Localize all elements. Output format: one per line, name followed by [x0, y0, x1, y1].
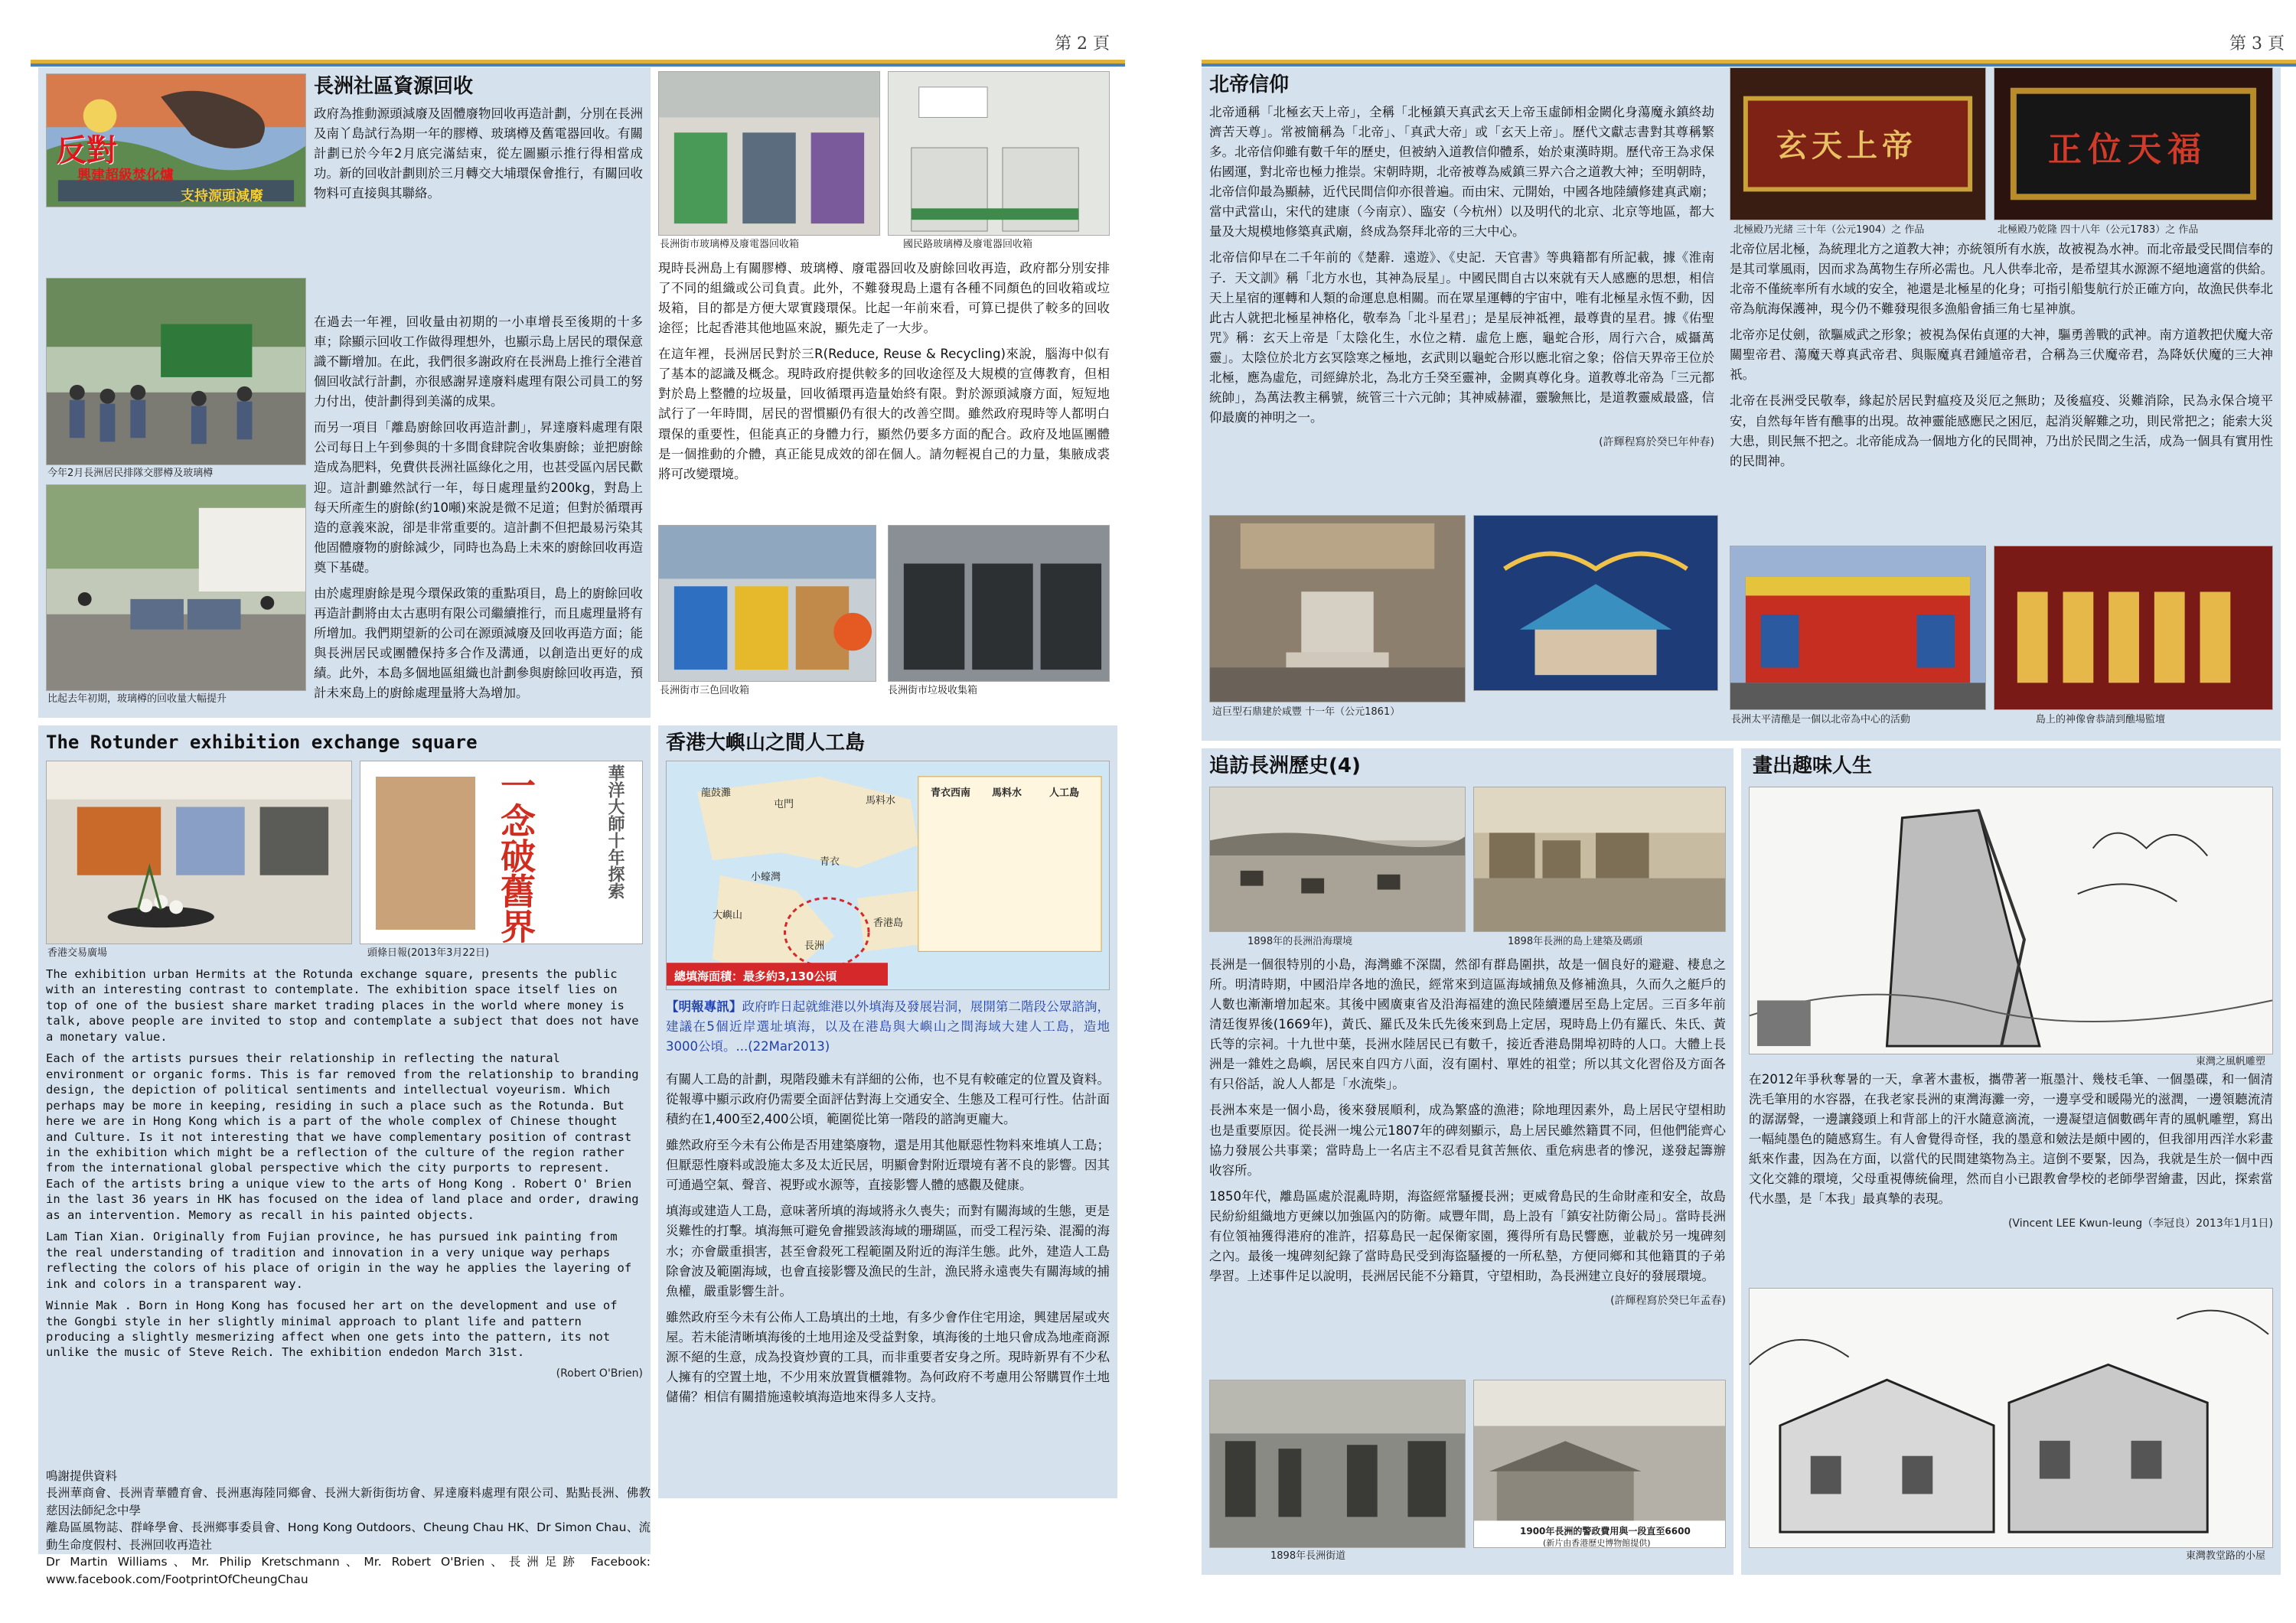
clip-headline: 一念破舊界 — [495, 768, 536, 943]
history-photo-3 — [1209, 1380, 1466, 1548]
recycle-right-para-1: 現時長洲島上有關膠樽、玻璃樽、廢電器回收及廚餘回收再造，政府都分別安排了不同的組織或公司負責。此外，不難發現島上還有各種不同顏色的回收箱或垃圾箱，目的都是方便大眾實踐環保。比起一年前來看，可算已提供了較多的回收途徑；比起香港其他地區來說，顯先走了一大步。 — [658, 261, 1110, 336]
history-photo-2 — [1473, 787, 1726, 932]
bins-photo-1 — [658, 71, 880, 236]
poster-line2: 興建超級焚化爐 — [77, 168, 174, 184]
newspaper-clip — [360, 761, 643, 944]
page-gutter — [1125, 0, 1171, 1623]
paktai-right-para-2: 北帝亦足仗劍，欲驅威武之形象；被視為保佑貞運的大神，驅勇善戰的武神。南方道教把伏魔大帝關聖帝君、蕩魔天尊真武帝君、與賑魔真君鍾馗帝君，合稱為三伏魔帝君，為降妖伏魔的三大神祇。 — [1730, 328, 2273, 383]
recycle-body — [314, 312, 643, 709]
thanks-title: 鳴謝提供資料 — [46, 1469, 118, 1483]
paktai-section — [1202, 67, 2281, 741]
recycle-right-para-2: 在這年裡，長洲居民對於三R(Reduce, Reuse & Recycling)來說，腦海中似有了基本的認識及概念。現時政府提供較多的回收途徑及大規模的宣傳教育，但相對於島上整體的垃圾量，回收循環再造量始終有限。對於源頭減廢方面，短短地試行了一年時間，居民的習慣顯仍有很大的改善空間。雖然政府現時等人都明白環保的重要性，但能真正的身體力行，顯然仍要多方面的配合。政府及地區團體是一個推動的介體，真正能見成效的卻在個人。請勿輕視自己的力量，集腋成裘將可改變環境。 — [658, 347, 1110, 481]
rotunda-para-4: Winnie Mak . Born in Hong Kong has focused her art on the development and use of the Gongbi style in her slightly minimal approach to plant life and pattern producing a slightly mesmerizing affect when one gets into the pattern, its not unlike the music of Steve Reich. The exhibition endedon March 31st. — [46, 1299, 618, 1360]
paktai-signature: (許輝程寫於癸巳年仲春) — [1599, 436, 1714, 448]
history-title: 追訪長洲歷史(4) — [1209, 754, 1361, 777]
caption-history-4: 1900年長洲的警政費用與一段直至6600 — [1520, 1526, 1691, 1537]
clip-small: 華洋大師十年探索 — [605, 764, 625, 899]
map-header-2: 人工島 — [1049, 787, 1080, 799]
sail-sculpture-sketch — [1749, 787, 2273, 1054]
colour-bins-photo — [658, 525, 876, 682]
caption-history-3: 1898年長洲街道 — [1270, 1550, 1346, 1562]
map-label-1: 屯門 — [774, 799, 794, 810]
map-header-1: 馬料水 — [992, 787, 1022, 799]
plaque-1-text: 玄天上帝 — [1776, 128, 1917, 164]
caption-bins1: 長洲街市玻璃樽及廢電器回收箱 — [660, 239, 800, 250]
rotunda-section — [38, 725, 651, 1586]
island-news — [666, 997, 1110, 1057]
history-photo-4 — [1473, 1380, 1726, 1548]
caption-tripod: 這巨型石鼎建於咸豐 十一年（公元1861） — [1212, 706, 1401, 718]
island-para-3: 填海或建造人工島，意味著所填的海域將永久喪失；而對有關海域的生態，更是災難性的打擊。填海無可避免會摧毀該海域的珊瑚區，而受工程污染、混濁的海水；亦會嚴重損害，甚至會殺死工程範圍及附近的海洋生態。此外，建造人工島除會波及範圍海域，也會直接影響及漁民的生計，漁民將永遠喪失有關海域的捕魚權，嚴重影響生計。 — [666, 1204, 1110, 1299]
plaque-2-text: 正位天福 — [2048, 130, 2207, 169]
map-label-7: 香港島 — [873, 917, 904, 929]
paktai-title: 北帝信仰 — [1209, 73, 1290, 96]
trucks-photo — [46, 484, 306, 691]
history-signature: (許輝程寫於癸巳年孟春) — [1610, 1295, 1726, 1307]
island-para-2: 雖然政府至今未有公佈是否用建築廢物，還是用其他厭惡性物料來堆填人工島；但厭惡性廢料或設施太多及太近民居，明顯會對附近環境有著不良的影響。因其可通過空氣、聲音、視野或水源等，直接影響人體的感觀及健康。 — [666, 1138, 1110, 1193]
caption-history-2: 1898年長洲的島上建築及碼頭 — [1508, 936, 1643, 947]
plaque-1-photo — [1730, 67, 1986, 220]
painting-body — [1749, 1070, 2273, 1233]
caption-crowd: 今年2月長洲居民排隊交膠樽及玻璃樽 — [47, 468, 214, 479]
recycle-para-4: 由於處理廚餘是現今環保政策的重點項目，島上的廚餘回收再造計劃將由太古惠明有限公司繼續推行，而且處理量將有所增加。我們期望新的公司在源頭減廢及回收再造方面；能與長洲居民或團體保持多合作及溝通，以創造出更好的成績。此外，本島多個地區組織也計劃參與廚餘回收再造，預計未來島上的廚餘處理量將大為增加。 — [314, 585, 643, 701]
caption-history-1: 1898年的長洲沿海環境 — [1247, 936, 1353, 947]
header-rule-blue — [1202, 64, 2296, 67]
caption-garbage: 長洲街市垃圾收集箱 — [888, 685, 978, 696]
recycle-para-1: 政府為推動源頭減廢及固體廢物回收再造計劃，分別在長洲及南丫島試行為期一年的膠樽、玻璃樽及舊電器回收。有關計劃已於今年2月底完滿結束，從左圖顯示推行得相當成功。新的回收計劃則於三月轉交大埔環保會推行，有關回收物料可直接與其聯絡。 — [314, 106, 643, 201]
map-header-0: 青衣西南 — [931, 787, 971, 799]
thanks — [46, 1468, 651, 1588]
caption-trucks: 比起去年初期，玻璃樽的回收量大幅提升 — [47, 693, 227, 705]
painting-para: 在2012年爭秋奪暑的一天，拿著木畫板，攜帶著一瓶墨汁、幾枝毛筆、一個墨碟，和一個清洗毛筆用的水容器，在我老家長洲的東灣海灘一旁，一邊享受和暖陽光的滋潤，一邊領聽流清的潺潺聲，一邊讓錢頭上和背部上的汗水隨意滴流，一邊凝望這個數碼年青的風帆雕塑，寫出一幅純墨色的隨感寫生。有人會覺得奇怪，我的墨意和皴法是頗中國的，但我卻用西洋水彩畫紙來作畫，因為在方面，以當代的民間建築物為主。這倒不要緊，因為，我就是生於一個中西文化交雜的環境，父母重視傳統倫理，然而自小已跟教會學校的老師學習繪畫，因此，探索當代水墨，是「本我」最真摯的表現。 — [1749, 1072, 2273, 1207]
anti-incinerator-poster — [46, 73, 306, 207]
page-3 — [1171, 0, 2296, 1623]
paktai-para-2: 北帝信仰早在二千年前的《楚辭．遠遊》、《史記．天官書》等典籍都有所記載，據《淮南子．天文訓》稱「北方水也，其神為辰星」。中國民間自古以來就有天人感應的思想，相信天上星宿的運轉和人類的命運息息相關。而在眾星運轉的宇宙中，唯有北極星永恆不動，因此古人就把北極星神格化，敬奉為「北斗星君」；是星辰神祗裡，最尊貴的星君。據《佑聖咒》稱：玄天上帝是「太陰化生，水位之精．虛危上應，龜蛇合形，周行六合，威攝萬靈」。太陰位於北方玄冥陰寒之極地，玄武則以龜蛇合形以應北宿之象；俗信天界帝王位於北極，應為虛危，司經緯於北，為北方壬癸至靈神，金闕真尊化身。道教尊北帝為「三元都統帥」，為萬法教主稱號，統管三十六元帥；其神威赫濯，靈驗無比，是道教靈威最盛，信仰最廣的神明之一。 — [1209, 250, 1714, 425]
paktai-right-para-1: 北帝位居北極，為統理北方之道教大神；亦統領所有水族，故被視為水神。而北帝最受民間信奉的是其司掌風雨，因而求為萬物生存所必需也。凡人供奉北帝，是希望其水源源不絕地適當的供給。北帝不僅統率所有水域的安全，祂還是北極星的化身；可指引船隻航行於正確方向，故漁民供奉北帝為航海保護神，現今仍不難發現很多漁船會插三角七星神旗。 — [1730, 242, 2273, 317]
map-label-5: 大嶼山 — [713, 910, 743, 921]
rotunda-title: The Rotunder exhibition exchange square — [46, 732, 478, 753]
caption-exchange-square: 香港交易廣場 — [47, 947, 108, 959]
map-area-total: 總填海面積：最多約3,130公頃 — [674, 970, 837, 983]
history-photo-1 — [1209, 787, 1466, 932]
rotunda-body — [46, 966, 643, 1380]
header-rule-blue — [31, 64, 1125, 67]
news-text: 政府昨日起就維港以外填海及發展岩洞，展開第二階段公眾諮詢，建議在5個近岸選址填海，以及在港島與大嶼山之間海域大建人工島，造地3000公頃。...(22Mar2013) — [666, 999, 1110, 1054]
caption-clip: 頭條日報(2013年3月22日) — [367, 947, 490, 959]
festival-stage-photo — [1730, 546, 1986, 710]
news-lead: 【明報專訊】 — [666, 999, 742, 1014]
caption-stage: 長洲太平清醮是一個以北帝為中心的活動 — [1731, 714, 1911, 725]
island-map — [666, 761, 1110, 990]
history-para-1: 長洲是一個很特別的小島，海灣雖不深闊，然卻有群島圍拱，故是一個良好的避避、棲息之所。明清時期，中國沿岸各地的漁民，經常來到這區海域捕魚及修補漁具，久而久之艇戶的人數也漸漸增加起來。其後中國廣東省及沿海福建的漁民陸續遷居至島上定居。三百多年前清廷復界後(1669年)，黃氏、羅氏及朱氏先後來到島上定居，現時島上仍有羅氏、朱氏、黃氏等的宗祠。十九世中葉，長洲水陸居民已有數千，接近香港島開埠初時的人口。大體上長洲是一雜姓之島嶼，居民來自四方八面，沒有圍村、單姓的祖堂；所以其文化習俗及方面各有只俗話，說人人都是「水流柴」。 — [1209, 957, 1726, 1092]
painting-section — [1741, 748, 2281, 1575]
rotunda-para-3: Lam Tian Xian. Originally from Fujian province, he has pursued ink painting from the real understanding of tradition and innovation in a very unique way perhaps reflecting the colors of his place of origin in the way he applies the layering of ink and colors in a transparent way. — [46, 1230, 632, 1291]
temple-roof-photo — [1473, 515, 1718, 691]
paktai-right-para-3: 北帝在長洲受民敬奉，緣起於居民對瘟疫及災厄之無助；及後瘟疫、災難消除，民為永保合境平安，自然每年皆有醮事的出現。故神靈能感應民之困厄，起消災解難之功，則民常把之；能索大災大患，則民無不把之。北帝能成為一個地方化的民間神，乃出於民間之生活，成為一個具有實用性的民間神。 — [1730, 393, 2273, 468]
island-para-4: 雖然政府至今未有公佈人工島填出的土地，有多少會作住宅用途，興建居屋或夾屋。若未能清晰填海後的土地用途及受益對象，填海後的土地只會成為地產商源源不絕的生意，成為投資炒賣的工具，而非重要者安身之所。現時新界有不少私人擁有的空置土地，不少用來放置貨櫃雜物。為何政府不考慮用公帑購買作土地儲備？相信有關措施遠較填海造地來得多人支持。 — [666, 1309, 1110, 1404]
page-number: 第 3 頁 — [2229, 34, 2285, 54]
rotunda-signature: (Robert O'Brien) — [556, 1367, 643, 1380]
island-body — [666, 1070, 1110, 1413]
rotunda-para-2: Each of the artists pursues their relationship in reflecting the natural environment or organic forms. This is far removed from the relationship to branding design, the depiction of political sentiments and intellectual voyeurism. Which perhaps may be more in keeping, residing in such a place such as the Rotunda. But here we are in Hong Kong which is a part of the whole complex of Chinese thought and Culture. Is it not interesting that we have complementary position of contrast in the exhibition which might be a reflection of the culture of the region rather from the international global perspective which the city purports to represent. Each of the artists bring a unique view to the arts of Hong Kong . Robert O' Brien in the last 36 years in HK has focused on the idea of land place and order, drawing as an intervention. Memory as recall in his painted objects. — [46, 1051, 639, 1222]
rotunda-para-1: The exhibition urban Hermits at the Rotunda exchange square, presents the public with an interesting contrast to contemplate. The exhibition space itself lies on top of one of the busiest share market trading places in the world where money is talk, above people are invited to stop and contemplate a subject that does not have a monetary value. — [46, 967, 639, 1044]
map-label-4: 青衣 — [820, 856, 840, 868]
recycle-right-column — [658, 67, 1117, 718]
page-number: 第 2 頁 — [1055, 34, 1110, 54]
history-body — [1209, 955, 1726, 1309]
caption-history-4b: (新片由香港歷史博物館提供) — [1543, 1538, 1651, 1548]
caption-sketch-2: 東灣教堂路的小屋 — [2185, 1550, 2265, 1562]
caption-bins2: 國民路玻璃樽及廢電器回收箱 — [903, 239, 1033, 250]
poster-line3: 支持源頭減廢 — [181, 188, 263, 204]
recycle-section — [38, 67, 651, 718]
paktai-para-1: 北帝通稱「北極玄天上帝」，全稱「北極鎮天真武玄天上帝玉虛師相金闕化身蕩魔永鎮終劫濟苦天尊」。常被簡稱為「北帝」、「真武大帝」或「玄天上帝」。歷代文獻志書對其尊稱繁多。北帝信仰雖有數千年的歷史，但被納入道教信仰體系，始於東漢時期。歷代帝王為求保佑國運，對北帝也極力推崇。宋朝時期，北帝被尊為威鎮三界六合之道教大神；至明朝時，北帝信仰最為顯赫，近代民間信仰亦很普遍。而由宋、元開始，中國各地陸續修建真武廟；當中武當山，宋代的建康（今南京）、臨安（今杭州）以及明代的北京、北京等地區，都大量及大規模地修築真武廟，終成為祭拜北帝的三大中心。 — [1209, 105, 1714, 240]
crowd-photo — [46, 278, 306, 465]
stone-tripod-photo — [1209, 515, 1466, 702]
caption-gods: 島上的神像會恭請到醮場監壇 — [2036, 714, 2166, 725]
painting-signature: (Vincent LEE Kwun-leung（李冠良）2013年1月1日) — [2007, 1217, 2273, 1230]
recycle-para-2: 在過去一年裡，回收量由初期的一小車增長至後期的十多車；除顯示回收工作做得理想外，也顯示島上居民的環保意識不斷增加。在此，我們很多謝政府在長洲島上推行全港首個回收試行計劃，亦很感謝昇達廢料處理有限公司員工的努力付出，使計劃得到美滿的成果。 — [314, 314, 643, 409]
recycle-intro — [314, 104, 643, 210]
history-section — [1202, 748, 1733, 1575]
clip-portrait — [376, 777, 475, 930]
caption-sketch-1: 東灣之風帆雕塑 — [2195, 1056, 2265, 1067]
paktai-right-body — [1730, 240, 2273, 477]
poster-line1: 反對 — [56, 132, 117, 168]
painting-title: 畫出趣味人生 — [1753, 754, 1873, 777]
thanks-line-1: 長洲華商會、長洲青華體育會、長洲惠海陸同鄉會、長洲大新街街坊會、昇達廢料處理有限公司、點點長洲、佛教慈因法師紀念中學 — [46, 1486, 651, 1517]
exchange-square-photo — [46, 761, 352, 944]
thanks-line-3: Dr Martin Williams、Mr. Philip Kretschmann、Mr. Robert O'Brien、長洲足跡 Facebook: www.facebook.com/FootprintOfCheungChau — [46, 1555, 651, 1586]
plaque-2-photo — [1994, 67, 2273, 220]
page-2 — [0, 0, 1125, 1623]
paktai-body — [1209, 103, 1714, 451]
history-para-3: 1850年代，離島區處於混亂時期，海盜經常騷擾長洲；更威脅島民的生命財產和安全，故島民紛紛組織地方更練以加強區內的防衛。咸豐年間，島上設有「鎮安社防衛公局」。當時長洲有位領袖獲得港府的准許，招募島民一起保衛家園，獲得所有島民響應，並載於另一塊碑刻之內。最後一塊碑刻紀錄了當時島民受到海盜騷擾的一所私墊，方便同鄉和其他籍貫的子弟學習。上述事件足以說明，長洲居民能不分籍貫，守望相助，為長洲建立良好的發展環境。 — [1209, 1188, 1726, 1283]
map-label-3: 小蠔灣 — [751, 872, 781, 883]
history-para-2: 長洲本來是一個小島，後來發展順利，成為繁盛的漁港；除地理因素外，島上居民守望相助也是重要原因。從長洲一塊公元1807年的碑刻顯示，島上居民雖然籍貫不同，但他們能齊心協力發展公共事業；當時島上一名店主不忍看見貧苦無依、重危病患者的慘況，遂發起籌辦收容所。 — [1209, 1103, 1726, 1178]
recycle-title: 長洲社區資源回收 — [314, 75, 474, 98]
map-label-2: 馬料水 — [866, 795, 896, 807]
gods-statues-photo — [1994, 546, 2273, 710]
caption-plaque-2: 北極殿乃乾隆 四十八年（公元1783）之 作品 — [1998, 224, 2199, 236]
island-title: 香港大嶼山之間人工島 — [666, 732, 866, 754]
island-section — [658, 725, 1117, 1498]
bins-photo-2 — [888, 71, 1110, 236]
caption-colour-bins: 長洲街市三色回收箱 — [660, 685, 750, 696]
church-house-sketch — [1749, 1288, 2273, 1548]
thanks-line-2: 離島區風物誌、群峰學會、長洲鄉事委員會、Hong Kong Outdoors、Cheung Chau HK、Dr Simon Chau、流動生命度假村、長洲回收再造社 — [46, 1520, 651, 1552]
caption-plaque-1: 北極殿乃光緒 三十年（公元1904）之 作品 — [1733, 224, 1925, 236]
map-label-6: 長洲 — [804, 940, 825, 952]
recycle-right-body — [658, 259, 1110, 490]
map-label-0: 龍鼓灘 — [701, 787, 732, 799]
island-para-1: 有關人工島的計劃，現階段雖未有詳細的公佈，也不見有較確定的位置及資料。從報導中顯示政府仍需要全面評估對海上交通安全、生態及工程可行性。估計面積約在1,400至2,400公頃，範圍從比第一階段的諮詢更龐大。 — [666, 1072, 1110, 1127]
recycle-para-3: 而另一項目「離島廚餘回收再造計劃」，昇達廢料處理有限公司每日上午到參與的十多間食肆院舍收集廚餘；並把廚餘造成為肥料，免費供長洲社區綠化之用，也甚受區內居民歡迎。這計劃雖然試行一年，每日處理量約200kg，對島上每天所產生的廚餘(約10噸)來說是微不足道；但對於循環再造的意義來說，卻是非常重要的。這計劃不但把最易污染其他固體廢物的廚餘減少，同時也為島上未來的廚餘回收再造奠下基礎。 — [314, 420, 643, 575]
garbage-photo — [888, 525, 1110, 682]
